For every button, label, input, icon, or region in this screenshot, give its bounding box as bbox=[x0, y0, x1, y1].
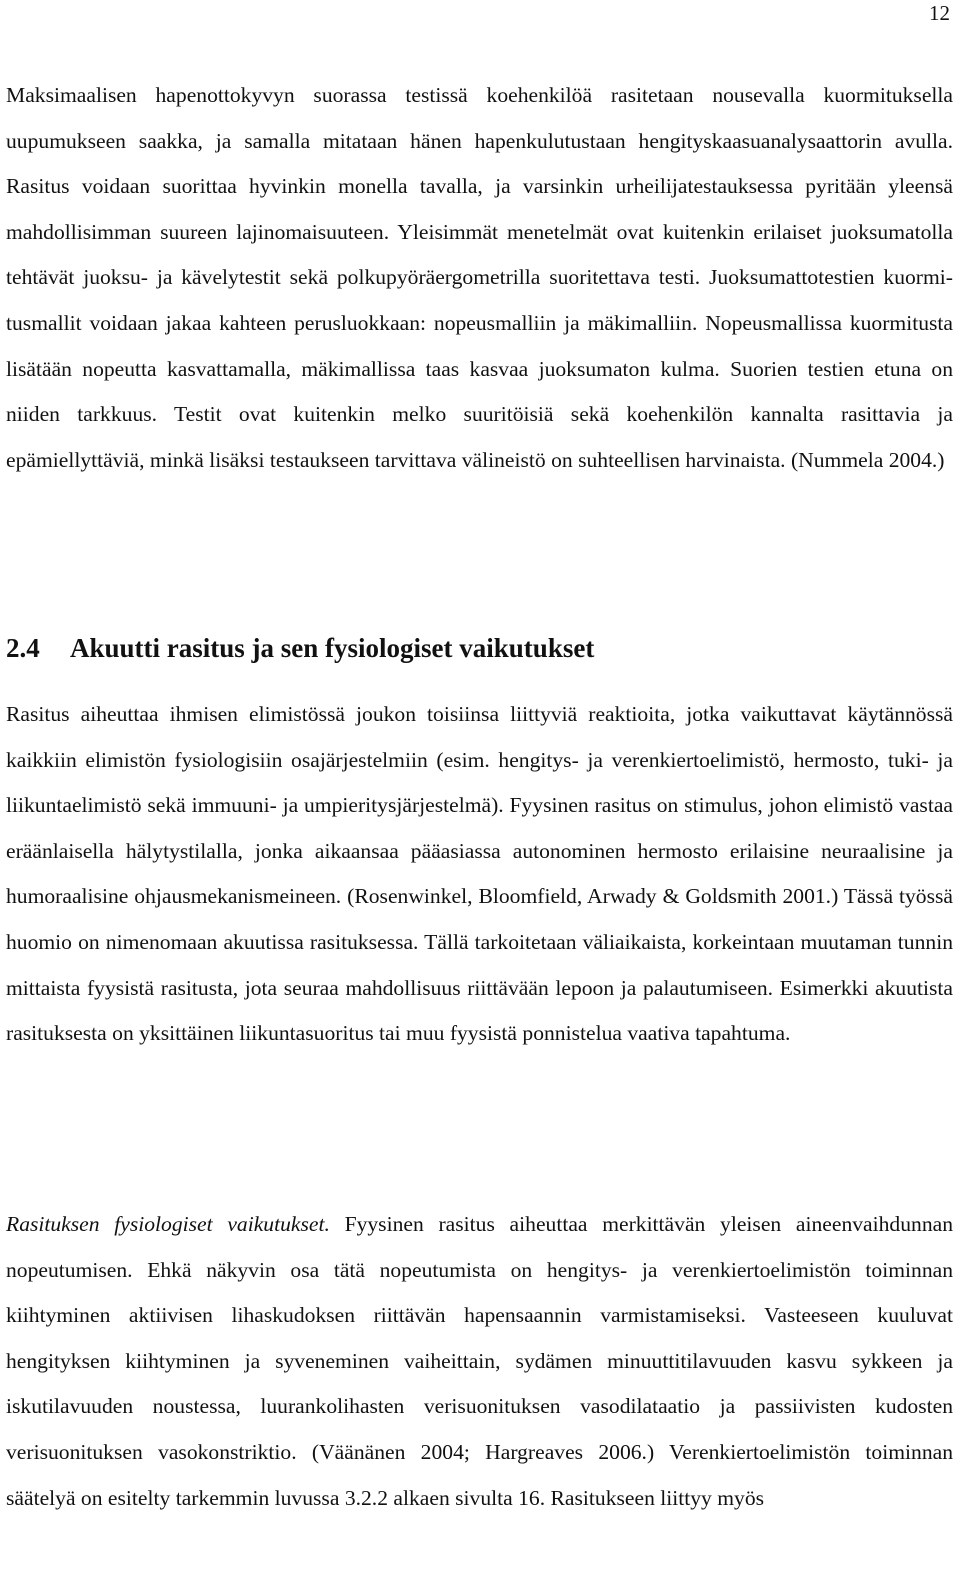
section-number: 2.4 bbox=[6, 633, 40, 663]
page-number: 12 bbox=[929, 1, 950, 25]
paragraph-body: Fyysinen rasitus aiheuttaa merkittävän yleisen aineenvaihdunnan nopeutumisen. Ehkä näkyvin osa tätä nopeutumista on hengitys- ja verenkiertoelimistön toiminnan kiihtyminen aktiivisen lihaskudoksen riittävän hapensaannin varmistamiseksi. Vasteeseen kuuluvat hengityksen kiihtyminen ja syveneminen vaiheittain, sydämen minuuttitilavuuden kasvu sykkeen ja iskutilavuuden noustessa, luurankolihasten verisuonituksen vasodilataatio ja passiivisten kudosten verisuonituksen vasokonstriktio. (Väänänen 2004; Hargreaves 2006.) Verenkiertoelimistön toiminnan säätelyä on esitelty tarkemmin luvussa 3.2.2 alkaen sivulta 16. Rasitukseen liittyy myös bbox=[6, 1212, 953, 1510]
paragraph-physiological-effects bbox=[6, 1202, 953, 1521]
section-heading bbox=[6, 628, 594, 668]
paragraph-direct-vo2max-test: Maksimaalisen hapenottokyvyn suorassa testissä koehenkilöä rasitetaan nousevalla kuormituksella uupumukseen saakka, ja samalla mitataan hänen hapenkulutustaan hengityskaasuanalysaattorin avulla. Rasitus voidaan suorittaa hyvinkin monella tavalla, ja varsinkin urheilijatestauksessa pyritään yleensä mahdollisimman suureen lajinomaisuuteen. Yleisimmät menetelmät ovat kuitenkin erilaiset juoksumatolla tehtävät juoksu- ja kävelytestit sekä polkupyöräergometrilla suoritettava testi. Juoksumattotestien kuormitusmallit voidaan jakaa kahteen perusluokkaan: nopeusmalliin ja mäkimalliin. Nopeusmallissa kuormitusta lisätään nopeutta kasvattamalla, mäkimallissa taas kasvaa juoksumaton kulma. Suorien testien etuna on niiden tarkkuus. Testit ovat kuitenkin melko suuritöisiä sekä koehenkilön kannalta rasittavia ja epämiellyttäviä, minkä lisäksi testaukseen tarvittava välineistö on suhteellisen harvinaista. (Nummela 2004.) bbox=[6, 83, 953, 472]
paragraph-lead-in: Rasituksen fysiologiset vaikutukset. bbox=[6, 1212, 330, 1236]
section-title: Akuutti rasitus ja sen fysiologiset vaikutukset bbox=[70, 633, 595, 663]
paragraph-acute-stress: Rasitus aiheuttaa ihmisen elimistössä joukon toisiinsa liittyviä reaktioita, jotka vaikuttavat käytännössä kaikkiin elimistön fysiologisiin osajärjestelmiin (esim. hengitys- ja verenkiertoelimistö, hermosto, tuki- ja liikuntaelimistö sekä immuuni- ja umpieritysjärjestelmä). Fyysinen rasitus on stimulus, johon elimistö vastaa eräänlaisella hälytystilalla, jonka aikaansaa pääasiassa autonominen hermosto erilaisine neuraalisine ja humoraalisine ohjausmekanismeineen. (Rosenwinkel, Bloomfield, Arwady & Goldsmith 2001.) Tässä työssä huomio on nimenomaan akuutissa rasituksessa. Tällä tarkoitetaan väliaikaista, korkeintaan muutaman tunnin mittaista fyysistä rasitusta, jota seuraa mahdollisuus riittävään lepoon ja palautumiseen. Esimerkki akuutista rasituksesta on yksittäinen liikuntasuoritus tai muu fyysistä ponnistelua vaativa tapahtuma. bbox=[6, 702, 953, 1046]
